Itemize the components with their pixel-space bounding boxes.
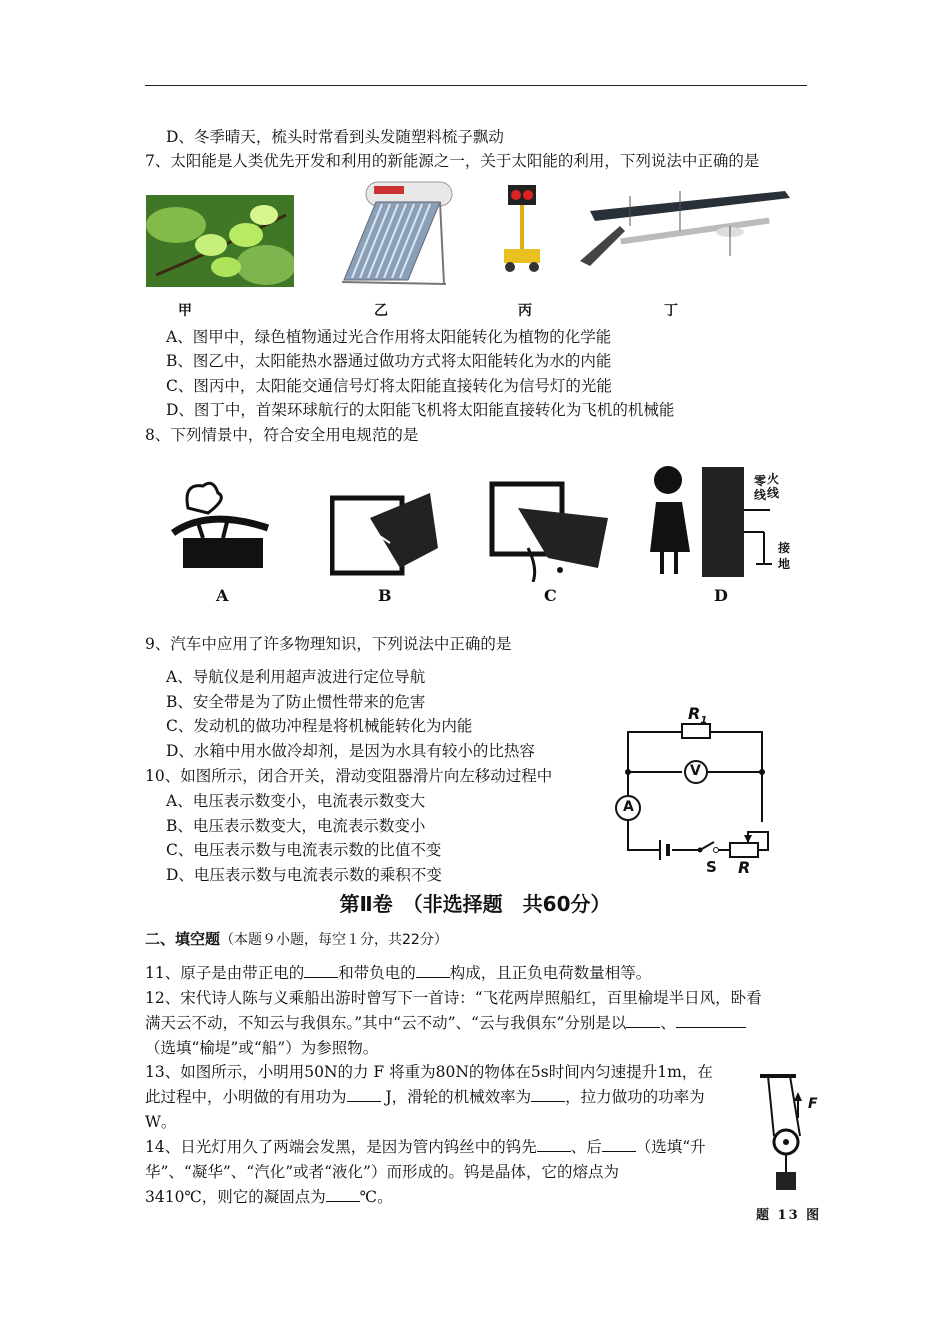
caption-c: C xyxy=(544,586,557,605)
label-live: 火线 xyxy=(767,472,780,500)
label-switch: S xyxy=(706,858,717,876)
circuit-diagram xyxy=(610,702,776,878)
label-r1: $R_1$ xyxy=(688,704,708,727)
q11-blank-2[interactable] xyxy=(416,963,450,978)
q8-stem: 8、下列情景中，符合安全用电规范的是 xyxy=(145,426,419,444)
label-ground: 接地 xyxy=(778,541,791,571)
leaves-image xyxy=(146,195,294,287)
caption-jia: 甲 xyxy=(178,303,192,319)
q12-blank-1[interactable] xyxy=(626,1013,660,1028)
q7-stem: 7、太阳能是人类优先开发和利用的新能源之一，关于太阳能的利用，下列说法中正确的是 xyxy=(145,152,760,170)
q12-blank-2[interactable] xyxy=(676,1013,746,1028)
q14-line3: 3410℃，则它的凝固点为 ℃。 xyxy=(145,1188,393,1206)
caption-b: B xyxy=(378,586,392,605)
caption-d: D xyxy=(714,586,728,605)
solar-airplane-image xyxy=(580,186,792,286)
q11-blank-1[interactable] xyxy=(304,963,338,978)
q12-line1: 12、宋代诗人陈与义乘船出游时曾写下一首诗：“飞花两岸照船红，百里榆堤半日风，卧看 xyxy=(145,989,762,1007)
q13-line1: 13、如图所示，小明用50N的力 F 将重为80N的物体在5s时间内匀速提升1m，在 xyxy=(145,1063,713,1081)
q9-option-b: B、安全带是为了防止惯性带来的危害 xyxy=(166,693,426,711)
label-neutral: 零线 xyxy=(754,474,767,502)
section-title: 第Ⅱ卷 （非选择题 共60分） xyxy=(339,892,611,916)
q9-option-a: A、导航仪是利用超声波进行定位导航 xyxy=(166,668,426,686)
q13-blank-2[interactable] xyxy=(531,1087,565,1102)
q9-option-d: D、水箱中用水做冷却剂，是因为水具有较小的比热容 xyxy=(166,742,535,760)
q7-option-b: B、图乙中，太阳能热水器通过做功方式将太阳能转化为水的内能 xyxy=(166,352,612,370)
q10-option-d: D、电压表示数与电流表示数的乘积不变 xyxy=(166,866,442,884)
q7-option-a: A、图甲中，绿色植物通过光合作用将太阳能转化为植物的化学能 xyxy=(166,328,612,346)
q9-stem: 9、汽车中应用了许多物理知识，下列说法中正确的是 xyxy=(145,635,512,653)
q10-option-a: A、电压表示数变小，电流表示数变大 xyxy=(166,792,426,810)
q13-line2: 此过程中，小明做的有用功为 J，滑轮的机械效率为 ，拉力做功的功率为 xyxy=(145,1088,705,1106)
q14-blank-2[interactable] xyxy=(602,1137,636,1152)
q13-line3: W。 xyxy=(145,1113,177,1131)
q10-option-b: B、电压表示数变大，电流表示数变小 xyxy=(166,817,426,835)
q12-line2: 满天云不动，不知云与我俱东。”其中“云不动”、“云与我俱东”分别是以 、 xyxy=(145,1013,746,1033)
q11: 11、原子是由带正电的 和带负电的 构成，且正负电荷数量相等。 xyxy=(145,964,652,982)
solar-water-heater-image xyxy=(336,180,456,292)
caption-a: A xyxy=(216,586,229,605)
caption-yi: 乙 xyxy=(374,303,388,319)
caption-ding: 丁 xyxy=(664,303,678,319)
q10-stem: 10、如图所示，闭合开关，滑动变阻器滑片向左移动过程中 xyxy=(145,767,553,785)
q13-figure-caption: 题 13 图 xyxy=(756,1208,822,1223)
q9-option-c: C、发动机的做功冲程是将机械能转化为内能 xyxy=(166,717,473,735)
label-force: F xyxy=(808,1096,818,1112)
label-ammeter: A xyxy=(623,799,634,815)
wet-hand-socket-image xyxy=(488,478,612,582)
q14-line1: 14、日光灯用久了两端会发黑，是因为管内钨丝中的钨先 、后 （选填“升 xyxy=(145,1138,706,1156)
header-rule xyxy=(145,85,807,86)
wet-hands-appliance-image xyxy=(168,478,278,582)
solar-traffic-light-image xyxy=(498,183,546,275)
q14-blank-3[interactable] xyxy=(326,1187,360,1202)
label-rheostat: R xyxy=(738,858,751,877)
q12-line3: （选填“榆堤”或“船”）为参照物。 xyxy=(145,1039,379,1057)
q13-blank-1[interactable] xyxy=(347,1087,381,1102)
q7-option-d: D、图丁中，首架环球航行的太阳能飞机将太阳能直接转化为飞机的机械能 xyxy=(166,401,675,419)
q6-option-d: D、冬季晴天，梳头时常看到头发随塑料梳子飘动 xyxy=(166,128,504,146)
q14-line2: 华”、“凝华”、“汽化”或者“液化”）而形成的。钨是晶体，它的熔点为 xyxy=(145,1163,619,1181)
q14-blank-1[interactable] xyxy=(537,1137,571,1152)
q7-option-c: C、图丙中，太阳能交通信号灯将太阳能直接转化为信号灯的光能 xyxy=(166,377,612,395)
plug-socket-image xyxy=(330,488,440,580)
part2-heading: 二、填空题（本题９小题，每空１分，共22分） xyxy=(145,930,448,948)
pulley-diagram xyxy=(756,1068,826,1204)
q10-option-c: C、电压表示数与电流表示数的比值不变 xyxy=(166,841,442,859)
label-voltmeter: V xyxy=(690,763,701,779)
caption-bing: 丙 xyxy=(518,303,532,319)
